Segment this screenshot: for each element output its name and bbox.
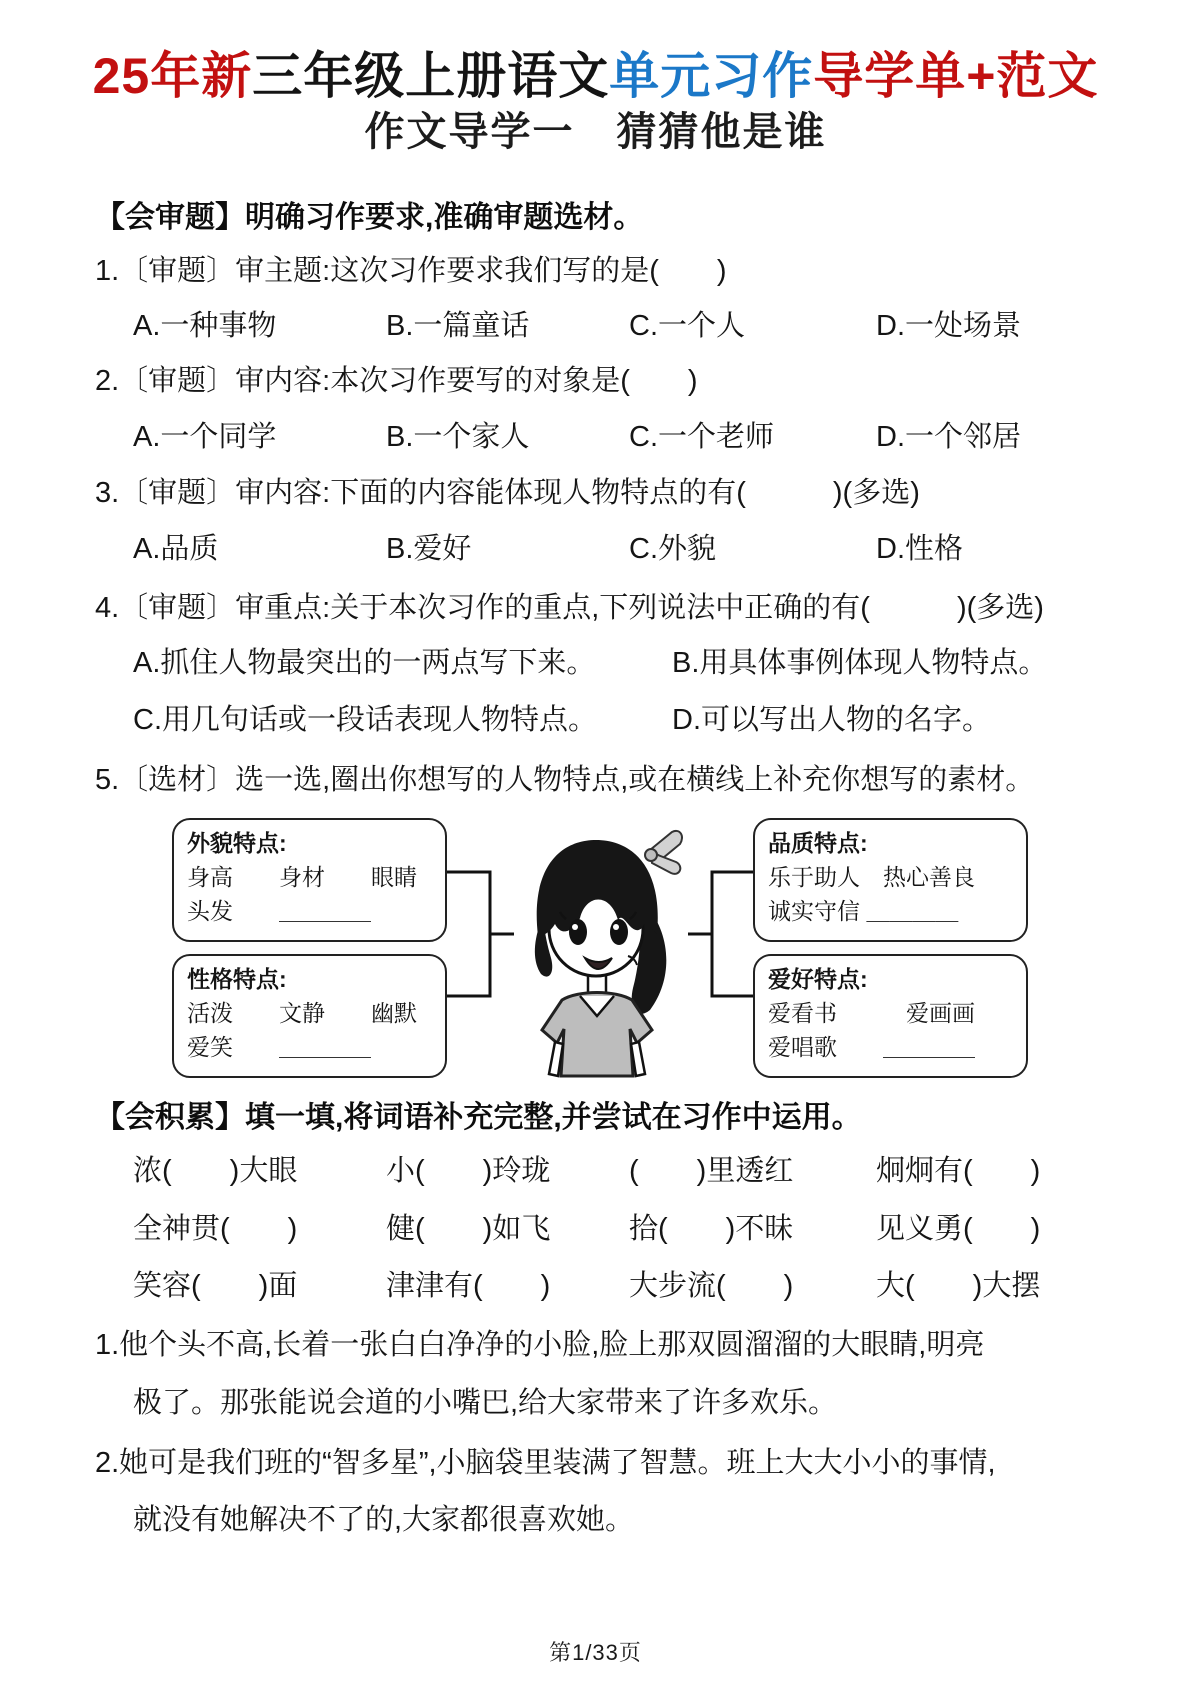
option-c: C.用几句话或一段话表现人物特点。 xyxy=(133,704,598,736)
option-a: A.一种事物 xyxy=(133,310,277,342)
word-blank: 健( )如飞 xyxy=(386,1213,551,1245)
title-segment-black: 三年级上册语文 xyxy=(252,48,610,104)
option-c: C.外貌 xyxy=(629,533,717,565)
option-b: B.用具体事例体现人物特点。 xyxy=(672,647,1048,679)
question-3: 3.〔审题〕审内容:下面的内容能体现人物特点的有( )(多选) xyxy=(95,477,920,509)
option-c: C.一个老师 xyxy=(629,421,775,453)
word-blank: 浓( )大眼 xyxy=(133,1155,298,1187)
quality-traits-box xyxy=(753,818,1028,942)
option-d: D.一处场景 xyxy=(876,310,1022,342)
box-row: 爱看书 爱画画 xyxy=(768,1000,975,1026)
trait-map-figure xyxy=(0,810,1191,1082)
option-a: A.一个同学 xyxy=(133,421,277,453)
lesson-subtitle: 作文导学一 猜猜他是谁 xyxy=(364,110,827,154)
box-title: 爱好特点: xyxy=(768,966,868,992)
word-blank: 全神贯( ) xyxy=(133,1213,298,1245)
word-blank: 大步流( ) xyxy=(629,1270,794,1302)
page-number: 第1/33页 xyxy=(549,1640,642,1665)
box-row-blank: 头发 ＿＿＿＿ xyxy=(187,898,371,924)
word-blank: 见义勇( ) xyxy=(876,1213,1041,1245)
option-a: A.品质 xyxy=(133,533,219,565)
box-title: 品质特点: xyxy=(768,830,868,856)
box-row: 乐于助人 热心善良 xyxy=(768,864,975,890)
title-segment-red-2: 导学单+范文 xyxy=(813,48,1099,104)
example-sentence-1-line-1: 1.他个头不高,长着一张白白净净的小脸,脸上那双圆溜溜的大眼睛,明亮 xyxy=(95,1329,985,1361)
question-2: 2.〔审题〕审内容:本次习作要写的对象是( ) xyxy=(95,365,698,397)
appearance-traits-box xyxy=(172,818,447,942)
hair-bow-icon xyxy=(645,831,682,874)
example-sentence-2-line-2: 就没有她解决不了的,大家都很喜欢她。 xyxy=(133,1504,635,1536)
option-c: C.一个人 xyxy=(629,310,746,342)
question-5: 5.〔选材〕选一选,圈出你想写的人物特点,或在横线上补充你想写的素材。 xyxy=(95,764,1035,796)
option-d: D.可以写出人物的名字。 xyxy=(672,704,992,736)
box-title: 外貌特点: xyxy=(187,830,287,856)
title-segment-red-1: 25年新 xyxy=(92,48,253,104)
box-row: 身高 身材 眼睛 xyxy=(187,864,417,890)
option-b: B.一个家人 xyxy=(386,421,530,453)
section-header-shenti: 【会审题】明确习作要求,准确审题选材。 xyxy=(95,201,644,234)
question-1: 1.〔审题〕审主题:这次习作要求我们写的是( ) xyxy=(95,255,727,287)
option-d: D.性格 xyxy=(876,533,964,565)
question-4-options-cd xyxy=(0,697,1191,737)
question-3-options xyxy=(0,526,1191,566)
section-header-jilei: 【会积累】填一填,将词语补充完整,并尝试在习作中运用。 xyxy=(95,1101,862,1134)
option-b: B.爱好 xyxy=(386,533,472,565)
option-b: B.一篇童话 xyxy=(386,310,530,342)
question-4: 4.〔审题〕审重点:关于本次习作的重点,下列说法中正确的有( )(多选) xyxy=(95,592,1044,624)
word-blank: 笑容( )面 xyxy=(133,1270,298,1302)
option-a: A.抓住人物最突出的一两点写下来。 xyxy=(133,647,596,679)
word-fill-row-2 xyxy=(0,1206,1191,1246)
question-2-options xyxy=(0,414,1191,454)
example-sentence-1-line-2: 极了。那张能说会道的小嘴巴,给大家带来了许多欢乐。 xyxy=(133,1387,838,1419)
word-blank: 炯炯有( ) xyxy=(876,1155,1041,1187)
girl-cartoon-illustration xyxy=(500,816,695,1078)
word-blank: 小( )玲珑 xyxy=(386,1155,551,1187)
hobby-traits-box xyxy=(753,954,1028,1078)
question-4-options-ab xyxy=(0,640,1191,680)
page-title xyxy=(0,36,1191,108)
title-segment-blue: 单元习作 xyxy=(609,48,814,104)
box-row-blank: 爱笑 ＿＿＿＿ xyxy=(187,1034,371,1060)
box-row-blank: 爱唱歌 ＿＿＿＿ xyxy=(768,1034,975,1060)
option-d: D.一个邻居 xyxy=(876,421,1022,453)
box-row-blank: 诚实守信 ＿＿＿＿ xyxy=(768,898,959,924)
box-title: 性格特点: xyxy=(187,966,287,992)
example-sentence-2-line-1: 2.她可是我们班的“智多星”,小脑袋里装满了智慧。班上大大小小的事情, xyxy=(95,1447,996,1479)
word-fill-row-3 xyxy=(0,1263,1191,1303)
word-blank: ( )里透红 xyxy=(629,1155,794,1187)
box-row: 活泼 文静 幽默 xyxy=(187,1000,417,1026)
word-blank: 拾( )不昧 xyxy=(629,1213,794,1245)
personality-traits-box xyxy=(172,954,447,1078)
word-blank: 津津有( ) xyxy=(386,1270,551,1302)
word-blank: 大( )大摆 xyxy=(876,1270,1041,1302)
word-fill-row-1 xyxy=(0,1148,1191,1188)
question-1-options xyxy=(0,303,1191,343)
